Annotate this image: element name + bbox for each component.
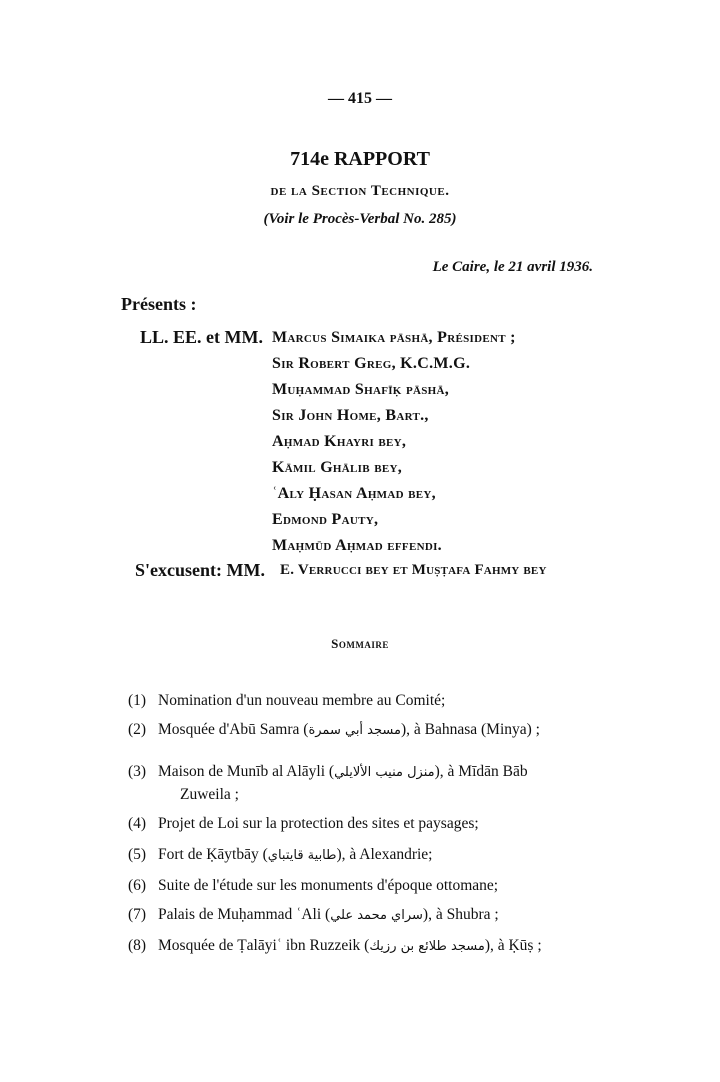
item-text: Palais de Muḥammad ʿAli (: [158, 906, 331, 923]
member-name: Edmond Pauty,: [272, 511, 379, 528]
arabic-name: مسجد أبي سمرة: [308, 723, 401, 738]
item-number: (4): [128, 815, 147, 832]
dateline: Le Caire, le 21 avril 1936.: [432, 259, 593, 275]
item-number: (3): [128, 763, 147, 780]
summary-heading: Sommaire: [331, 636, 389, 651]
member-name: Aḥmad Khayri bey,: [272, 433, 407, 450]
item-text: Nomination d'un nouveau membre au Comité;: [158, 692, 446, 709]
item-text-end: ), à Alexandrie;: [336, 846, 433, 863]
member-name: Marcus Simaika pāshā, Président ;: [272, 329, 516, 346]
summary-item: [128, 937, 542, 955]
item-text: Mosquée d'Abū Samra (: [158, 721, 309, 738]
item-text: Fort de Ḳāytbāy (: [158, 846, 268, 863]
item-number: (7): [128, 906, 147, 923]
member-name: Sir John Home, Bart.,: [272, 407, 429, 424]
summary-item: [128, 815, 479, 833]
member-name: Sir Robert Greg, K.C.M.G.: [272, 355, 471, 372]
member-name: Maḥmūd Aḥmad effendi.: [272, 537, 442, 554]
item-number: (2): [128, 721, 147, 738]
summary-item: [128, 692, 445, 710]
item-text-end: ), à Shubra ;: [422, 906, 499, 923]
report-subtitle: de la Section Technique.: [270, 183, 450, 199]
summary-item: [128, 877, 498, 895]
item-text: Suite de l'étude sur les monuments d'époque ottomane;: [158, 877, 499, 894]
item-continuation: Zuweila ;: [180, 786, 239, 803]
summary-item: [128, 721, 540, 739]
excused-names: E. Verrucci bey et Muṣṭafa Fahmy bey: [280, 562, 547, 578]
report-title: 714e RAPPORT: [290, 148, 430, 170]
members-prefix: LL. EE. et MM.: [140, 327, 263, 347]
item-text-end: ), à Ḳūṣ ;: [484, 937, 542, 954]
proces-verbal-reference: (Voir le Procès-Verbal No. 285): [263, 211, 457, 227]
summary-item: [128, 906, 499, 924]
page-number: — 415 —: [328, 90, 392, 107]
item-text-end: ), à Mīdān Bāb: [434, 763, 528, 780]
arabic-name: منزل منيب الألايلي: [334, 765, 435, 780]
member-name: Muḥammad Shafīḳ pāshā,: [272, 381, 450, 398]
item-text: Mosquée de Ṭalāyiʿ ibn Ruzzeik (: [158, 937, 370, 954]
summary-item: [128, 763, 528, 781]
summary-item: [128, 846, 432, 864]
presents-label: Présents :: [121, 294, 197, 314]
excused-label: S'excusent: MM.: [135, 560, 265, 580]
member-name: Kāmil Ghālib bey,: [272, 459, 403, 476]
member-name: ʿAly Ḥasan Aḥmad bey,: [272, 485, 436, 502]
item-number: (6): [128, 877, 147, 894]
item-text-end: ), à Bahnasa (Minya) ;: [400, 721, 540, 738]
item-text: Maison de Munīb al Alāyli (: [158, 763, 335, 780]
arabic-name: سراي محمد علي: [330, 908, 423, 923]
arabic-name: مسجد طلائع بن رزيك: [369, 939, 485, 954]
item-number: (8): [128, 937, 147, 954]
item-number: (5): [128, 846, 147, 863]
item-text: Projet de Loi sur la protection des sites et paysages;: [158, 815, 479, 832]
item-number: (1): [128, 692, 147, 709]
arabic-name: طابية قايتباي: [267, 848, 337, 863]
